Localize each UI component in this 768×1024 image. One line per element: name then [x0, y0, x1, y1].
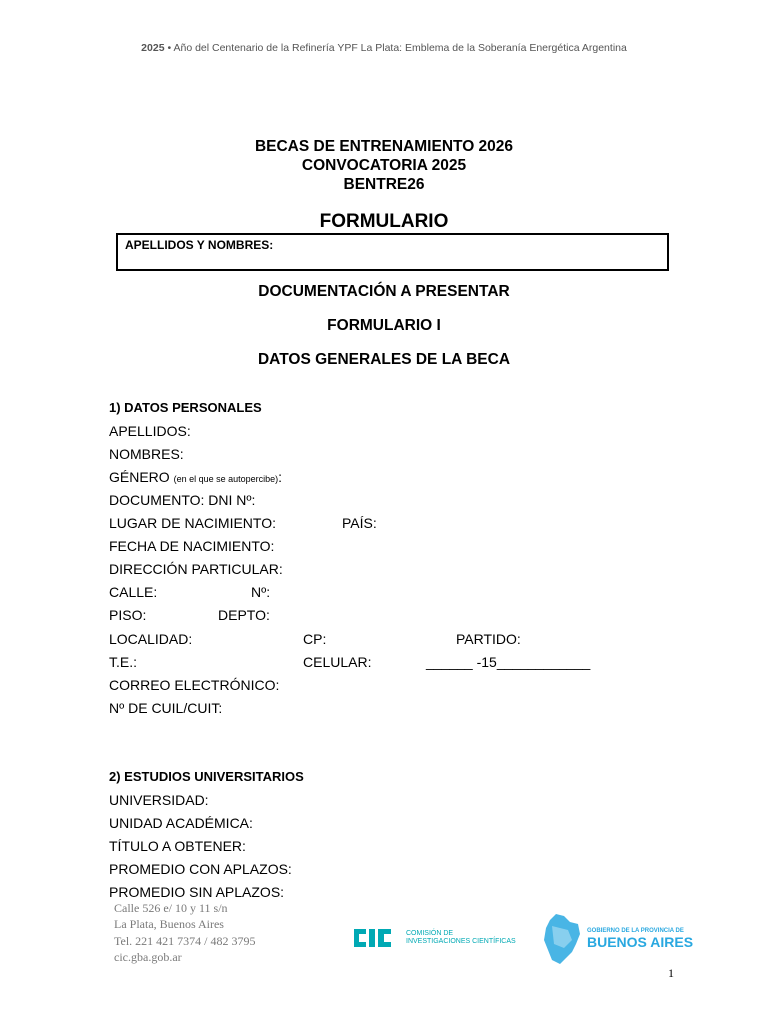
field-universidad: UNIVERSIDAD: — [109, 792, 209, 808]
header-bullet: • — [167, 42, 172, 54]
personal-data-heading: 1) DATOS PERSONALES — [109, 400, 262, 415]
name-box-label: APELLIDOS Y NOMBRES: — [125, 238, 274, 252]
cic-line-2: INVESTIGACIONES CIENTÍFICAS — [406, 938, 516, 945]
field-piso: PISO: — [109, 607, 147, 623]
page-number: 1 — [668, 966, 674, 980]
field-depto: DEPTO: — [218, 607, 270, 623]
title-line-1: BECAS DE ENTRENAMIENTO 2026 — [254, 138, 514, 155]
field-documento: DOCUMENTO: DNI Nº: — [109, 492, 256, 508]
field-apellidos: APELLIDOS: — [109, 423, 191, 439]
genero-label: GÉNERO — [109, 469, 170, 485]
ba-line-1: GOBIERNO DE LA PROVINCIA DE — [587, 928, 684, 934]
ba-line-2: BUENOS AIRES — [587, 934, 694, 950]
field-direccion: DIRECCIÓN PARTICULAR: — [109, 561, 283, 577]
cic-line-1: COMISIÓN DE — [406, 929, 454, 937]
province-map-icon — [542, 912, 582, 966]
field-celular-blank: ______ -15____________ — [426, 654, 591, 670]
field-celular: CELULAR: — [303, 654, 372, 670]
title-line-3: BENTRE26 — [343, 176, 425, 193]
field-cp: CP: — [303, 631, 327, 647]
field-promedio-sin: PROMEDIO SIN APLAZOS: — [109, 884, 285, 900]
studies-heading: 2) ESTUDIOS UNIVERSITARIOS — [109, 769, 304, 784]
field-pais: PAÍS: — [342, 515, 377, 531]
address-line-3: Tel. 221 421 7374 / 482 3795 — [114, 933, 256, 948]
field-partido: PARTIDO: — [456, 631, 521, 647]
header-banner — [0, 42, 768, 54]
cic-logo-text — [406, 930, 516, 947]
ba-logo-text — [587, 928, 693, 950]
field-cuil: Nº DE CUIL/CUIT: — [109, 700, 223, 716]
cic-mark-icon — [352, 925, 402, 951]
field-te: T.E.: — [109, 654, 138, 670]
form-title: FORMULARIO — [319, 211, 449, 232]
address-line-2: La Plata, Buenos Aires — [114, 917, 224, 932]
section-documentation: DOCUMENTACIÓN A PRESENTAR — [258, 283, 510, 300]
genero-colon: : — [278, 469, 283, 485]
header-text: Año del Centenario de la Refinería YPF La Plata: Emblema de la Soberanía Energética Argentina — [173, 42, 627, 54]
field-fecha-nacimiento: FECHA DE NACIMIENTO: — [109, 538, 275, 554]
field-genero — [109, 469, 282, 485]
address-line-4: cic.gba.gob.ar — [114, 949, 182, 964]
title-line-2: CONVOCATORIA 2025 — [301, 157, 467, 174]
field-calle: CALLE: — [109, 584, 158, 600]
field-promedio-con: PROMEDIO CON APLAZOS: — [109, 861, 292, 877]
document-title — [0, 137, 768, 194]
address-line-1: Calle 526 e/ 10 y 11 s/n — [114, 901, 228, 915]
section-general-data: DATOS GENERALES DE LA BECA — [257, 351, 511, 368]
field-correo: CORREO ELECTRÓNICO: — [109, 677, 280, 693]
field-unidad-academica: UNIDAD ACADÉMICA: — [109, 815, 253, 831]
header-year: 2025 — [141, 42, 165, 54]
cic-logo — [352, 925, 516, 951]
field-titulo: TÍTULO A OBTENER: — [109, 838, 246, 854]
buenos-aires-logo — [542, 912, 693, 966]
field-localidad: LOCALIDAD: — [109, 631, 193, 647]
section-form-one: FORMULARIO I — [327, 317, 441, 334]
genero-note: (en el que se autopercibe) — [173, 474, 279, 484]
field-numero: Nº: — [251, 584, 271, 600]
field-nombres: NOMBRES: — [109, 446, 184, 462]
name-box[interactable] — [116, 233, 669, 271]
field-lugar-nacimiento: LUGAR DE NACIMIENTO: — [109, 515, 276, 531]
footer-address — [114, 900, 256, 965]
